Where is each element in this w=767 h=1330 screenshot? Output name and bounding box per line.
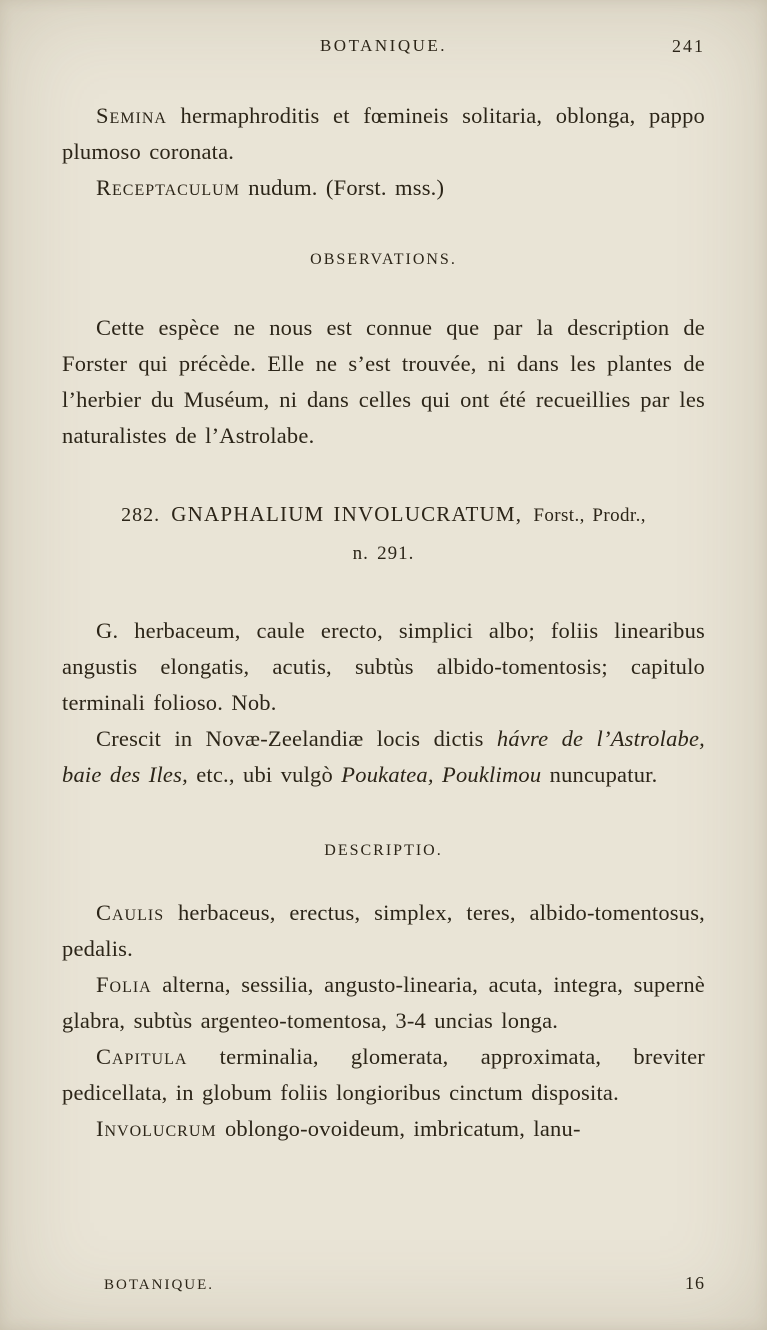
species-name: GNAPHALIUM INVOLUCRATUM,: [171, 502, 523, 526]
habitat-segment-roman: Crescit in Novæ-Zeelandiæ locis dictis: [96, 726, 497, 751]
page-body: [62, 98, 705, 1147]
habitat-segment-roman-2: etc., ubi vulgò: [187, 762, 342, 787]
descriptio-heading: DESCRIPTIO.: [324, 842, 443, 859]
paragraph-semina-text: hermaphroditis et fœmineis solitaria, oblonga, pappo plumoso coronata.: [62, 103, 705, 164]
paragraph-involucrum: [62, 1111, 705, 1147]
species-reference: n. 291.: [352, 543, 415, 564]
habitat-segment-roman-3: nuncupatur.: [541, 762, 658, 787]
paragraph-folia: [62, 967, 705, 1039]
footer-signature: BOTANIQUE.: [104, 1277, 215, 1293]
lead-word-capitula: Capitula: [96, 1044, 188, 1069]
observations-heading: OBSERVATIONS.: [310, 251, 457, 268]
paragraph-semina: [62, 98, 705, 170]
footer-sheet-number: 16: [685, 1273, 705, 1293]
paragraph-folia-text: alterna, sessilia, angusto-linearia, acuta, integra, supernè glabra, subtùs argenteo-tomentosa, 3-4 uncias longa.: [62, 972, 705, 1033]
paragraph-caulis-text: herbaceus, erectus, simplex, teres, albido-tomentosus, pedalis.: [62, 900, 705, 961]
paragraph-caulis: [62, 895, 705, 967]
paragraph-diagnosis: G. herbaceum, caule erecto, simplici albo; foliis linearibus angustis elongatis, acutis, subtùs albido-tomentosis; capitulo terminali folioso. Nob.: [62, 618, 705, 715]
page-footer: [62, 1273, 705, 1294]
paragraph-receptaculum: [62, 170, 705, 206]
paragraph-observations: Cette espèce ne nous est connue que par la description de Forster qui précède. Elle ne s’est trouvée, ni dans les plantes de l’herbier du Muséum, ni dans celles qui ont été recueillies par les naturalistes de l’Astrolabe.: [62, 315, 705, 448]
page-number: 241: [672, 36, 705, 56]
lead-word-receptaculum: Receptaculum: [96, 175, 240, 200]
habitat-segment-italic-locality: hávre de l’Astrolabe, baie des Iles,: [62, 726, 705, 787]
paragraph-receptaculum-text: nudum. (Forst. mss.): [239, 175, 445, 200]
species-heading-line: [121, 492, 646, 529]
lead-word-folia: Folia: [96, 972, 152, 997]
species-heading: [62, 498, 705, 567]
lead-word-caulis: Caulis: [96, 900, 165, 925]
paragraph-habitat: [62, 721, 705, 793]
paragraph-capitula-text: terminalia, glomerata, approximata, breviter pedicellata, in globum foliis longioribus cinctum disposita.: [62, 1044, 705, 1105]
habitat-segment-italic-vernacular: Poukatea, Pouklimou: [341, 762, 542, 787]
species-number: 282.: [121, 504, 161, 526]
paragraph-involucrum-text: oblongo-ovoideum, imbricatum, lanu-: [216, 1116, 581, 1141]
running-title: BOTANIQUE.: [319, 36, 448, 55]
lead-word-semina: Semina: [96, 103, 167, 128]
page-header: [62, 0, 705, 56]
lead-word-involucrum: Involucrum: [96, 1116, 217, 1141]
species-authority: Forst., Prodr.,: [533, 505, 646, 526]
paragraph-capitula: [62, 1039, 705, 1111]
